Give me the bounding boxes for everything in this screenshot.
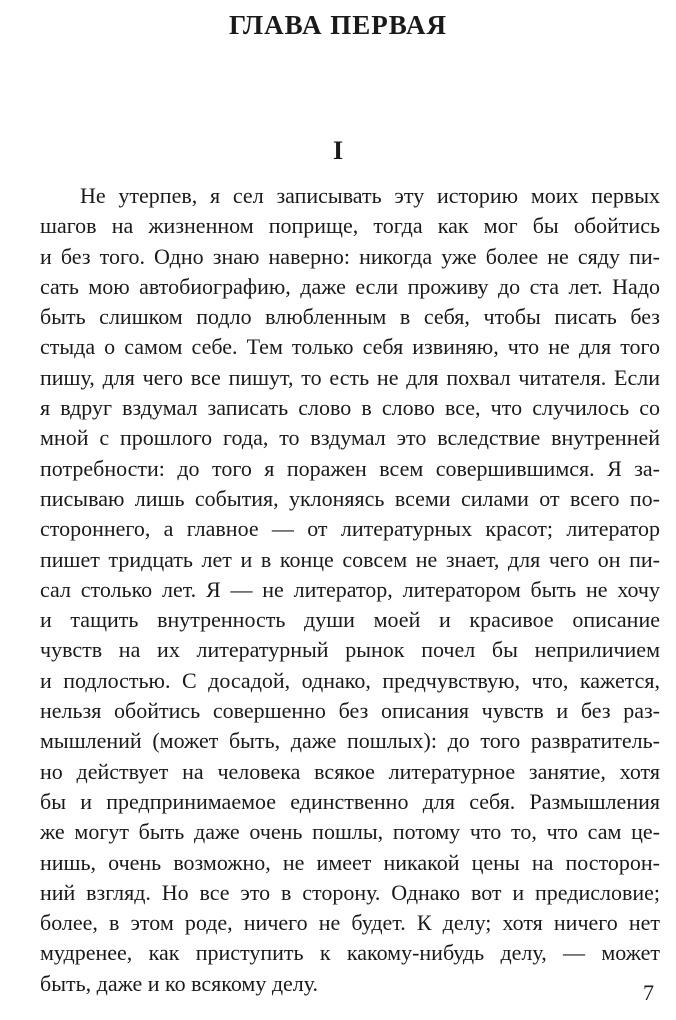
- text-line: нельзя обойтись совершенно без описания чувств и без раз-: [40, 698, 660, 724]
- text-line: сал столько лет. Я — не литератор, литератором быть не хочу: [40, 576, 660, 602]
- page-number: 7: [643, 980, 654, 1005]
- text-line: ний взгляд. Но все это в сторону. Однако вот и предисловие;: [40, 879, 660, 905]
- text-line: более, в этом роде, ничего не будет. К делу; хотя ничего нет: [40, 910, 660, 936]
- text-line: и без того. Одно знаю наверно: никогда уже более не сяду пи-: [40, 243, 660, 269]
- text-line: мной с прошлого года, то вздумал это вследствие внутренней: [40, 425, 660, 451]
- text-line: и подлостью. С досадой, однако, предчувствую, что, кажется,: [40, 667, 660, 693]
- text-line: быть слишком подло влюбленным в себя, чтобы писать без: [40, 304, 660, 330]
- text-line: но действует на человека всякое литературное занятие, хотя: [40, 758, 660, 784]
- text-line: сать мою автобиографию, даже если проживу до ста лет. Надо: [40, 273, 660, 299]
- text-line: шагов на жизненном поприще, тогда как мог бы обойтись: [40, 213, 660, 239]
- text-line: я вдруг вздумал записать слово в слово все, что случилось со: [40, 395, 660, 421]
- text-line: же могут быть даже очень пошлы, потому что то, что сам це-: [40, 819, 660, 845]
- text-line: стороннего, а главное — от литературных красот; литератор: [40, 516, 660, 542]
- text-line: мудренее, как приступить к какому-нибудь делу, — может: [40, 940, 660, 966]
- text-line: стыда о самом себе. Тем только себя извиняю, что не для того: [40, 334, 660, 360]
- text-line: чувств на их литературный рынок почел бы неприличием: [40, 637, 660, 663]
- text-line: пишет тридцать лет и в конце совсем не знает, для чего он пи-: [40, 546, 660, 572]
- chapter-title: ГЛАВА ПЕРВАЯ: [228, 10, 448, 40]
- section-number: I: [332, 136, 344, 165]
- text-line: потребности: до того я поражен всем совершившимся. Я за-: [40, 455, 660, 481]
- text-line: и тащить внутренность души моей и красивое описание: [40, 607, 660, 633]
- text-line: быть, даже и ко всякому делу.: [40, 970, 319, 996]
- text-line: пишу, для чего все пишут, то есть не для похвал читателя. Если: [40, 364, 660, 390]
- text-line: нишь, очень возможно, не имеет никакой цены на посторон-: [40, 849, 660, 875]
- text-line: мышлений (может быть, даже пошлых): до того развратитель-: [40, 728, 660, 754]
- text-line: Не утерпев, я сел записывать эту историю моих первых: [80, 183, 660, 208]
- text-line: писываю лишь события, уклоняясь всеми силами от всего по-: [40, 485, 660, 511]
- text-line: бы и предпринимаемое единственно для себя. Размышления: [40, 788, 660, 814]
- body-paragraph: [40, 181, 660, 999]
